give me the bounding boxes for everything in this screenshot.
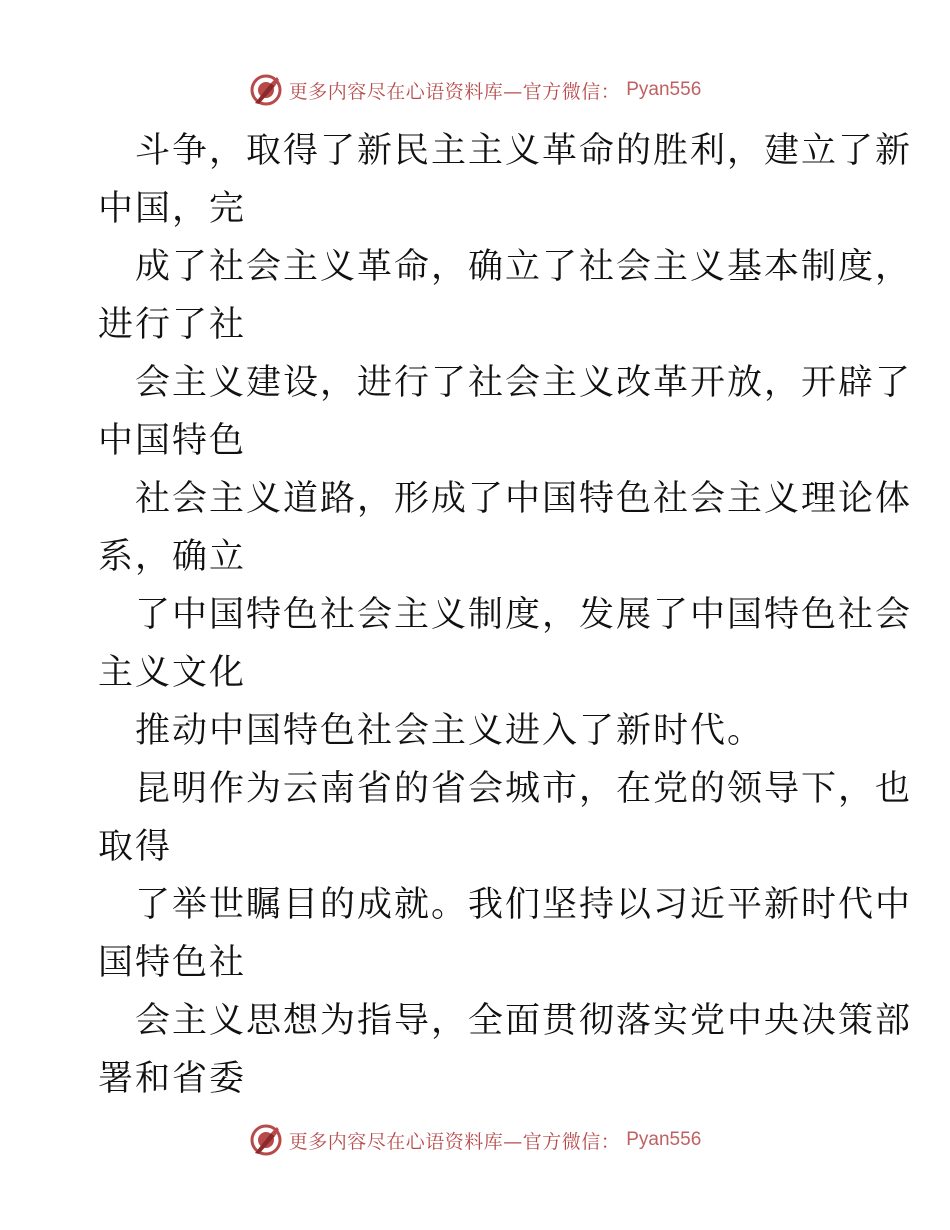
text-line: 进行了社 xyxy=(98,305,247,345)
text-line: 了举世瞩目的成就。我们坚持以习近平新时代中 xyxy=(135,885,913,925)
text-line: 主义文化 xyxy=(98,653,247,693)
text-line: 系，确立 xyxy=(98,537,247,577)
text-line: 斗争，取得了新民主主义革命的胜利，建立了新 xyxy=(135,131,913,171)
text-line: 署和省委 xyxy=(98,1059,247,1099)
pen-logo-icon xyxy=(249,1123,283,1157)
text-line: 会主义思想为指导，全面贯彻落实党中央决策部 xyxy=(135,1001,913,1041)
text-line: 社会主义道路，形成了中国特色社会主义理论体 xyxy=(135,479,913,519)
text-line: 了中国特色社会主义制度，发展了中国特色社会 xyxy=(135,595,913,635)
text-line: 中国特色 xyxy=(98,421,247,461)
pen-logo-icon xyxy=(249,73,283,107)
text-line: 国特色社 xyxy=(98,943,247,983)
watermark-id: Pyan556 xyxy=(626,79,702,100)
text-line: 中国，完 xyxy=(98,189,247,229)
watermark-text: 更多内容尽在心语资料库—官方微信： xyxy=(288,80,621,103)
watermark-text: 更多内容尽在心语资料库—官方微信： xyxy=(288,1130,621,1153)
text-line: 昆明作为云南省的省会城市，在党的领导下，也 xyxy=(135,769,913,809)
text-line: 会主义建设，进行了社会主义改革开放，开辟了 xyxy=(135,363,913,403)
watermark-id: Pyan556 xyxy=(626,1129,702,1150)
document-body xyxy=(98,122,913,1108)
text-line: 推动中国特色社会主义进入了新时代。 xyxy=(135,711,765,751)
footer-watermark xyxy=(0,1122,950,1158)
text-line: 成了社会主义革命，确立了社会主义基本制度， xyxy=(135,247,913,287)
header-watermark xyxy=(0,72,950,108)
text-line: 取得 xyxy=(98,827,173,867)
